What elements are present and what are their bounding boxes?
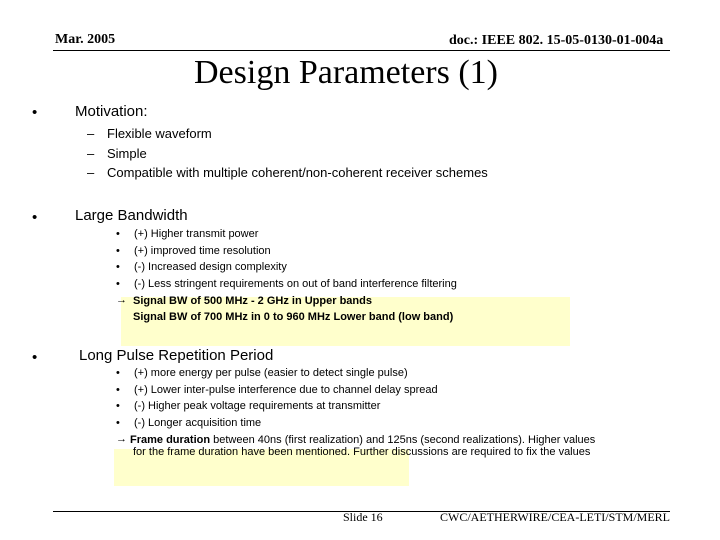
bandwidth-item: (-) Increased design complexity (134, 261, 287, 273)
bullet-icon: • (116, 384, 120, 396)
bandwidth-item: (+) Higher transmit power (134, 228, 259, 240)
pulse-item: (-) Longer acquisition time (134, 417, 262, 429)
header-rule (53, 50, 670, 51)
motivation-item: Compatible with multiple coherent/non-coherent receiver schemes (107, 165, 488, 180)
motivation-item: Flexible waveform (107, 126, 212, 141)
pulse-conclusion (130, 434, 595, 446)
dash-icon: – (87, 146, 95, 161)
pulse-conclusion-bold: Frame duration (130, 434, 211, 446)
pulse-item: (+) more energy per pulse (easier to detect single pulse) (134, 367, 408, 379)
bandwidth-heading: Large Bandwidth (75, 207, 188, 224)
pulse-conclusion: for the frame duration have been mentioned. Further discussions are required to fix the values (133, 446, 591, 458)
bullet-icon: • (32, 104, 38, 121)
header-date: Mar. 2005 (55, 32, 116, 47)
bullet-icon: • (116, 417, 120, 429)
bullet-icon: • (116, 261, 120, 273)
bullet-icon: • (116, 367, 120, 379)
pulse-item: (-) Higher peak voltage requirements at transmitter (134, 400, 381, 412)
arrow-icon: → (116, 294, 127, 306)
bullet-icon: • (116, 278, 120, 290)
pulse-conclusion-rest: between 40ns (first realization) and 125ns (second realizations). Higher values (210, 434, 596, 446)
bandwidth-conclusion: Signal BW of 700 MHz in 0 to 960 MHz Lower band (low band) (133, 311, 454, 323)
footer-affiliation: CWC/AETHERWIRE/CEA-LETI/STM/MERL (440, 510, 670, 524)
slide-title: Design Parameters (1) (194, 54, 499, 91)
motivation-item: Simple (107, 146, 147, 161)
motivation-heading: Motivation: (75, 103, 148, 120)
pulse-heading: Long Pulse Repetition Period (79, 347, 274, 364)
bullet-icon: • (116, 245, 120, 257)
dash-icon: – (87, 165, 95, 180)
bullet-icon: • (116, 400, 120, 412)
slide-number: Slide 16 (343, 510, 383, 524)
bandwidth-item: (-) Less stringent requirements on out of band interference filtering (134, 278, 457, 290)
bandwidth-conclusion: Signal BW of 500 MHz - 2 GHz in Upper bands (133, 295, 372, 307)
bullet-icon: • (32, 349, 38, 366)
bullet-icon: • (32, 209, 38, 226)
dash-icon: – (87, 126, 95, 141)
pulse-item: (+) Lower inter-pulse interference due to channel delay spread (134, 384, 438, 396)
arrow-icon: → (116, 433, 127, 445)
bandwidth-item: (+) improved time resolution (134, 245, 271, 257)
header-doc-id: doc.: IEEE 802. 15-05-0130-01-004a (449, 33, 664, 48)
bullet-icon: • (116, 228, 120, 240)
